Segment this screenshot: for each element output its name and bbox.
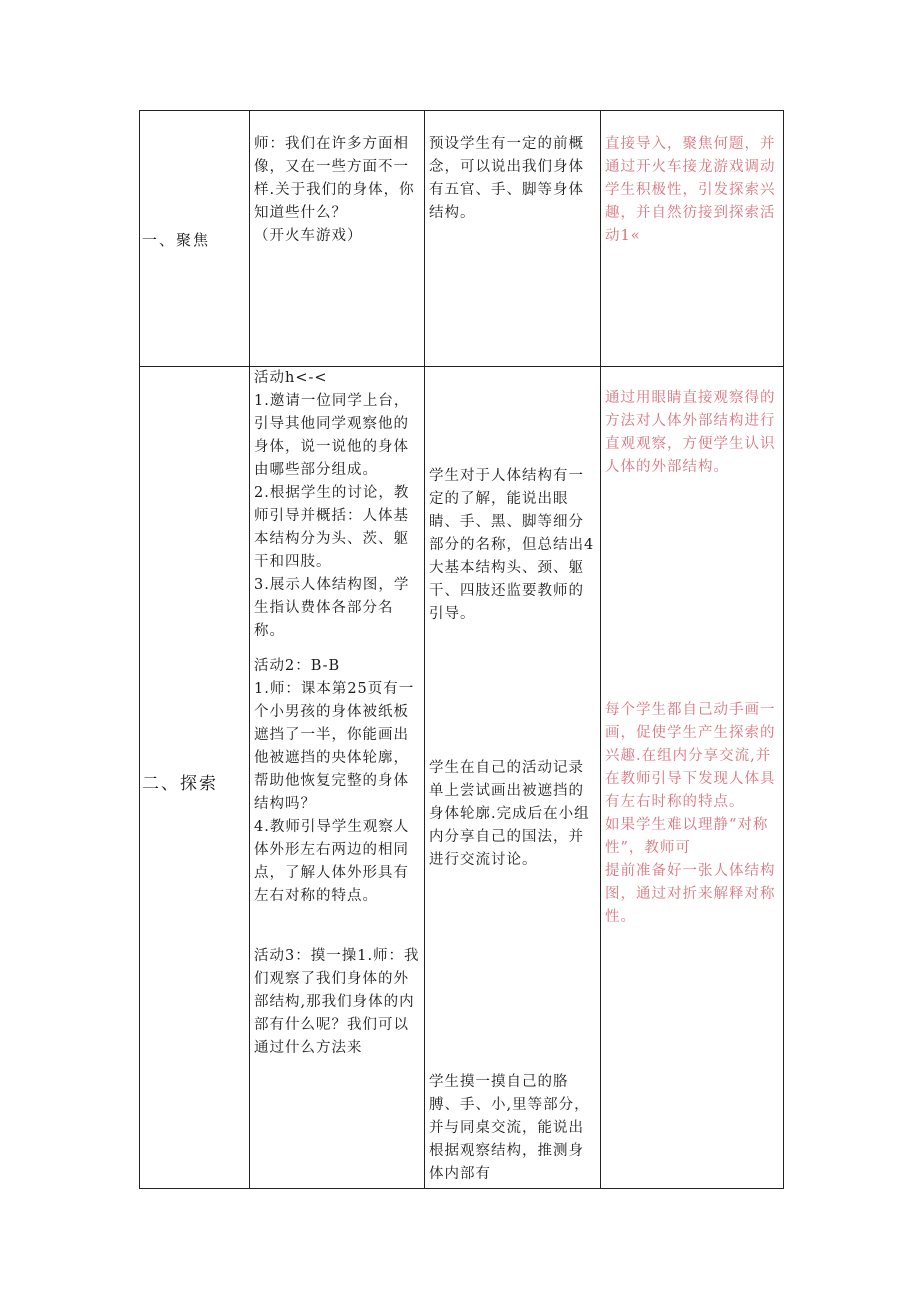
table-row [140,367,784,1189]
design-intent-cell [601,111,784,367]
stage-label: 二、探索 [142,774,218,794]
activity-2-intent-text: 每个学生都自己动手画一画，促使学生产生探索的兴趣.在组内分享交流,并在教师引导下发现人体具有左右时称的特点。 如果学生难以理静“对称 性”，教师可 提前准备好一张人体结构图，通过对折来解释对称性。 [605,702,776,925]
teacher-activity-cell [250,111,425,367]
teacher-activity-text: 师：我们在许多方面相像，又在一些方面不一样.关于我们的身体，你知道些什么？ （开火车游戏） [254,136,415,244]
activity-1-student-text: 学生对于人体结构有一定的了解，能说出眼睛、手、黑、脚等细分部分的名称，但总结出4大基本结构头、颈、躯干、四肢还监要教师的引导。 [429,468,595,622]
student-activity-cell [425,111,601,367]
activity-3-student-text: 学生摸一摸自己的胳膊、手、小,里等部分，并与同桌交流，能说出根据观察结构，推测身体内部有 [429,1074,590,1182]
stage-cell [140,111,250,367]
student-activity-cell [425,367,601,1189]
activity-1-teacher-text: 活动h<-< 1.邀请一位同学上台，引导其他同学观察他的身体，说一说他的身体由哪些部分组成。 2.根据学生的讨论，教师引导并概括：人体基本结构分为头、茨、躯干和四肢。 3.展示人体结构图，学生指认费体各部分名称。 [254,370,410,639]
design-intent-cell [601,367,784,1189]
teacher-activity-cell [250,367,425,1189]
activity-2-teacher-text: 活动2：B-B 1.师：课本第25页有一个小男孩的身体被纸板遮挡了一半，你能画出他被遮挡的央体轮廓，帮助他恢复完整的身体结构吗？ 4.教师引导学生观察人体外形左右两边的相同点，了解人体外形具有左右对称的特点。 [254,658,415,904]
activity-2-student-text: 学生在自己的活动记录单上尝试画出被遮挡的身体轮廓.完成后在小组内分享自己的国法，并进行交流讨论。 [429,760,590,868]
table-row [140,111,784,367]
stage-cell [140,367,250,1189]
activity-3-teacher-text: 活动3：摸一操1.师：我们观察了我们身体的外部结构,那我们身体的内部有什么呢？我们可以通过什么方法来 [254,948,420,1056]
lesson-plan-table [139,110,784,1189]
design-intent-text: 直接导入，聚焦何题，并通过开火车接龙游戏调动学生积极性，引发探索兴趣，并自然彷接到探索活动1« [605,136,776,244]
activity-1-intent-text: 通过用眼睛直接观察得的方法对人体外部结构进行直观观察，方便学生认识人体的外部结构。 [605,390,776,475]
student-activity-text: 预设学生有一定的前概念，可以说出我们身体有五官、手、脚等身体结构。 [429,136,584,221]
stage-label: 一、聚焦 [142,231,211,249]
